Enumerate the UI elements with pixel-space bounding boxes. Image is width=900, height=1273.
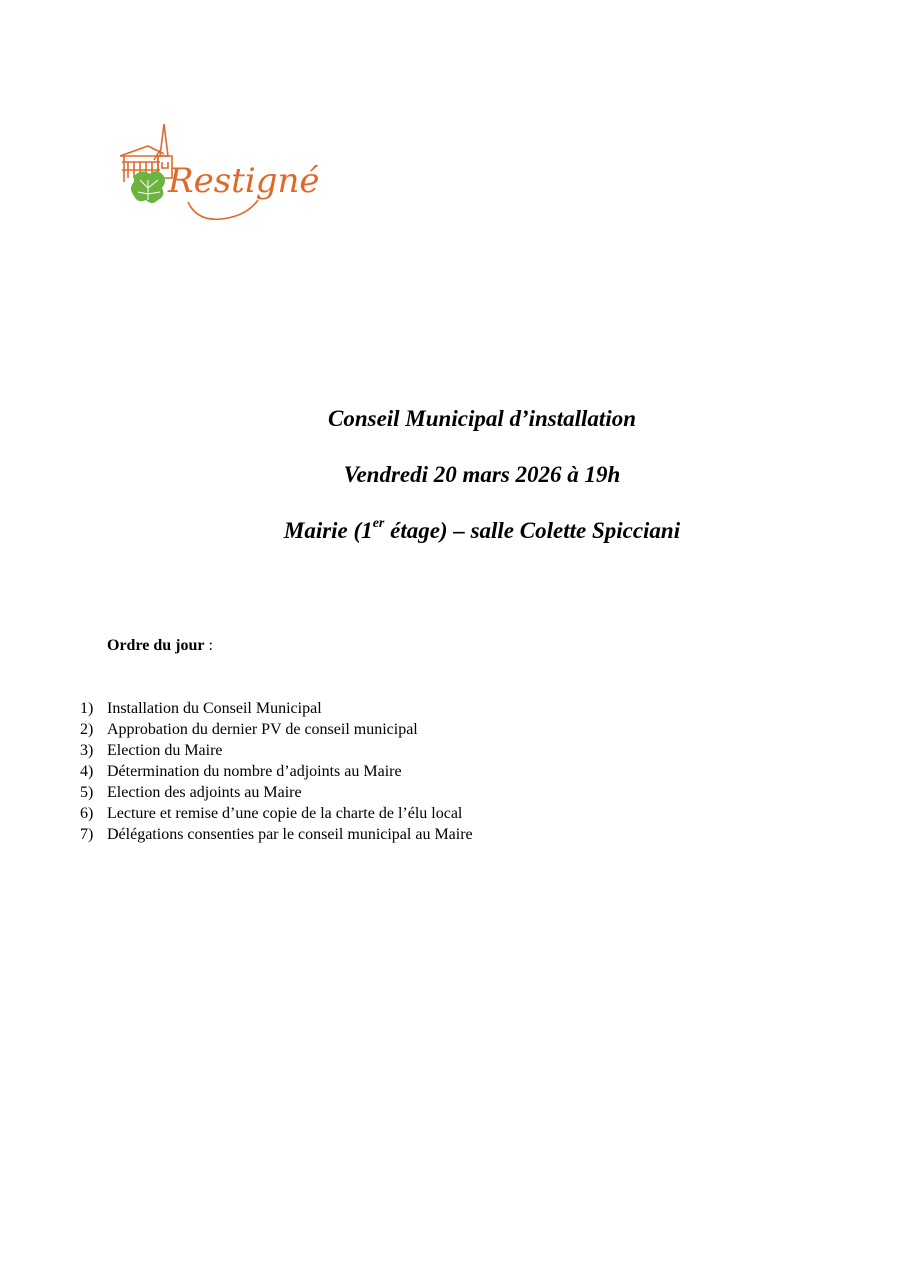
item-number: 3) [80,742,94,759]
item-text: Lecture et remise d’une copie de la charte de l’élu local [107,805,463,822]
meeting-date: Vendredi 20 mars 2026 à 19h [343,462,621,487]
item-text: Détermination du nombre d’adjoints au Maire [107,763,402,780]
item-number: 2) [80,721,94,738]
item-text: Election du Maire [107,742,223,759]
item-number: 6) [80,805,94,822]
item-number: 5) [80,784,94,801]
list-item [80,824,473,845]
list-item [80,740,473,761]
meeting-title: Conseil Municipal d’installation [327,406,637,431]
location-suffix: étage) – salle Colette Spicciani [384,518,681,543]
meeting-location [0,517,900,545]
restigne-logo [118,118,320,228]
logo-wordmark: Restigné [168,161,320,201]
item-number: 4) [80,763,94,780]
agenda-heading-colon: : [204,637,213,654]
list-item [80,719,473,740]
location-superscript: er [372,516,385,532]
list-item [80,782,473,803]
item-number: 1) [80,700,94,717]
agenda-list [80,698,473,845]
agenda-heading [107,636,213,656]
item-text: Election des adjoints au Maire [107,784,302,801]
list-item [80,803,473,824]
item-text: Installation du Conseil Municipal [107,700,322,717]
list-item [80,761,473,782]
item-text: Approbation du dernier PV de conseil municipal [107,721,418,738]
location-prefix: Mairie (1 [283,518,373,543]
item-number: 7) [80,826,94,843]
list-item [80,698,473,719]
village-church-grape-leaf-icon [118,118,320,228]
item-text: Délégations consenties par le conseil municipal au Maire [107,826,473,843]
agenda-heading-label: Ordre du jour [107,637,205,654]
